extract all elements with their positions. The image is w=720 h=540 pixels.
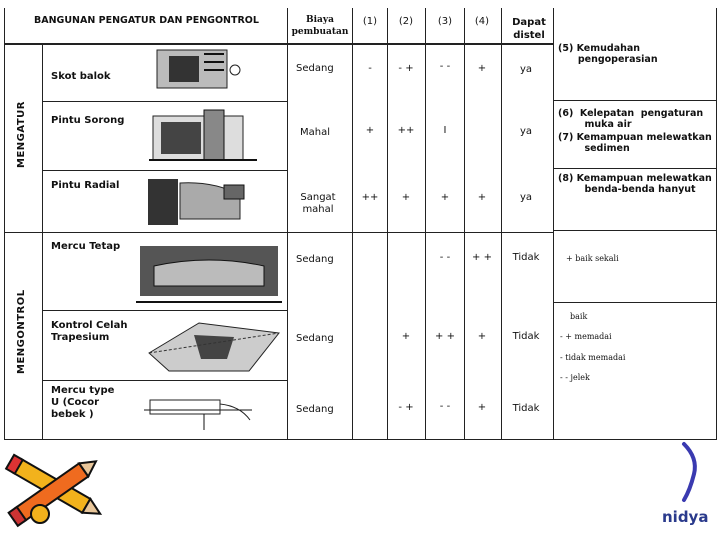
legend-item: - tidak memadai [560, 353, 626, 362]
row-adj: Tidak [512, 331, 540, 342]
sluice-gate-sketch [149, 104, 259, 168]
row-name: Pintu Sorong [51, 115, 125, 126]
col3-header: (3) [437, 16, 453, 27]
criteria-note: (6) Kelepatan pengaturan muka air [558, 108, 704, 130]
legend-item: - - jelek [560, 373, 590, 382]
trapezoid-control-sketch [139, 313, 289, 377]
row-c3: + [440, 192, 450, 203]
fixed-weir-sketch [134, 236, 284, 308]
row-cost: Mahal [300, 127, 330, 138]
legend-item: baik [570, 312, 588, 321]
row-c3: + + [435, 331, 455, 342]
row-cost: Sedang [296, 333, 334, 344]
row-cost: Sedang [296, 404, 334, 415]
col1-header: (1) [362, 16, 378, 27]
legend-item: + baik sekali [566, 254, 619, 263]
row-c1: ++ [361, 192, 379, 203]
row-c4: + [477, 331, 487, 342]
row-name: Mercu Tetap [51, 241, 121, 252]
row-c3: I [443, 125, 447, 136]
row-cost: Sedang [296, 254, 334, 265]
row-c2: - + [398, 402, 414, 413]
group-label-control: MENGONTROL [16, 289, 27, 374]
row-adj: ya [519, 126, 533, 137]
table-title: BANGUNAN PENGATUR DAN PENGONTROL [34, 15, 259, 26]
row-cost: Sedang [296, 63, 334, 74]
row-c2: - + [398, 63, 414, 74]
pencils-clipart [0, 442, 110, 538]
row-c2: + [401, 331, 411, 342]
row-c1: - [368, 63, 372, 74]
row-name: Pintu Radial [51, 180, 120, 191]
bracket-decoration [680, 440, 702, 504]
row-c1: + [365, 125, 375, 136]
author-signature: nidya [662, 508, 709, 526]
stop-log-sketch [149, 40, 244, 98]
row-c4: + [477, 192, 487, 203]
criteria-note: (8) Kemampuan melewatkan benda-benda hanyut [558, 173, 712, 195]
row-name: Skot balok [51, 71, 111, 82]
row-adj: Tidak [512, 252, 540, 263]
row-c4: + [477, 63, 487, 74]
radial-gate-sketch [144, 173, 254, 231]
row-adj: Tidak [512, 403, 540, 414]
col2-header: (2) [398, 16, 414, 27]
row-c3: - - [439, 252, 451, 263]
row-c4: + + [472, 252, 492, 263]
row-adj: ya [519, 64, 533, 75]
row-adj: ya [519, 192, 533, 203]
row-name: Mercu type U (Cocor bebek ) [51, 385, 115, 420]
legend-item: - + memadai [560, 332, 612, 341]
row-c3: - - [439, 401, 451, 412]
row-cost: Sangat mahal [300, 192, 336, 215]
criteria-note: (5) Kemudahan pengoperasian [558, 43, 658, 65]
adjustable-header: Dapat distel [512, 17, 546, 41]
group-label-regulator: MENGATUR [16, 101, 27, 168]
col4-header: (4) [474, 16, 490, 27]
comparison-table [4, 8, 718, 440]
cost-header: Biaya pembuatan [291, 15, 349, 37]
row-c2: ++ [397, 125, 415, 136]
row-c3: - - [439, 61, 451, 72]
row-name: Kontrol Celah Trapesium [51, 320, 128, 343]
criteria-note: (7) Kemampuan melewatkan sedimen [558, 132, 712, 154]
row-c2: + [401, 192, 411, 203]
duckbill-weir-sketch [144, 386, 254, 438]
row-c4: + [477, 402, 487, 413]
